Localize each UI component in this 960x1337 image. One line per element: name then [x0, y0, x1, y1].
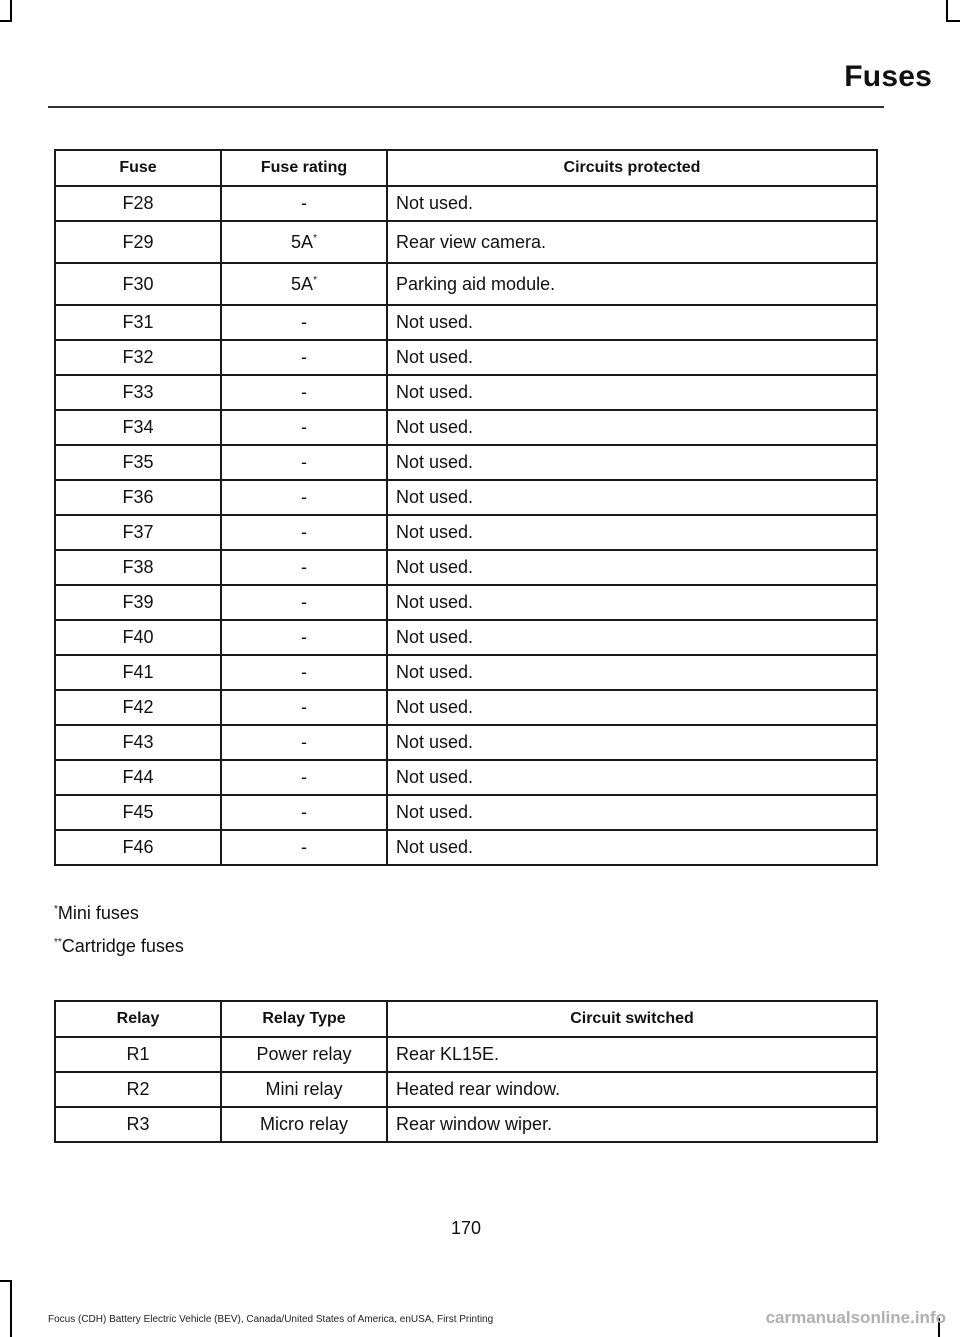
- table-row: [55, 690, 877, 725]
- fuse-id: F40: [55, 620, 221, 655]
- fuse-id: F37: [55, 515, 221, 550]
- fuse-id: F33: [55, 375, 221, 410]
- circuit-protected: Not used.: [387, 375, 877, 410]
- fuse-rating: [221, 375, 387, 410]
- column-header-relay-type: Relay Type: [221, 1001, 387, 1037]
- table-row: [55, 1072, 877, 1107]
- fuse-rating: [221, 186, 387, 221]
- watermark: carmanualsonline.info: [765, 1308, 946, 1327]
- circuit-protected: Not used.: [387, 830, 877, 865]
- fuse-rating-mark: *: [313, 274, 317, 286]
- circuit-protected: Not used.: [387, 445, 877, 480]
- fuse-id: F31: [55, 305, 221, 340]
- relay-id: R2: [55, 1072, 221, 1107]
- fuse-rating-value: -: [301, 592, 307, 612]
- fuse-rating-value: -: [301, 627, 307, 647]
- fuse-rating: [221, 480, 387, 515]
- table-row: [55, 375, 877, 410]
- table-row: [55, 795, 877, 830]
- title-divider: [48, 106, 884, 108]
- fuse-rating: [221, 515, 387, 550]
- fuse-rating-value: -: [301, 732, 307, 752]
- table-row: [55, 305, 877, 340]
- fuse-rating-value: 5A: [291, 273, 314, 294]
- table-row: [55, 410, 877, 445]
- column-header-fuse-rating: Fuse rating: [221, 150, 387, 186]
- fuse-rating: [221, 830, 387, 865]
- fuse-rating: [221, 725, 387, 760]
- column-header-fuse: Fuse: [55, 150, 221, 186]
- table-row: [55, 830, 877, 865]
- fuse-id: F34: [55, 410, 221, 445]
- fuse-id: F45: [55, 795, 221, 830]
- relay-id: R1: [55, 1037, 221, 1072]
- fuse-id: F32: [55, 340, 221, 375]
- footnote-mark: **: [54, 937, 62, 948]
- footnote-text: Mini fuses: [57, 903, 139, 923]
- fuse-rating: [221, 263, 387, 305]
- table-row: [55, 585, 877, 620]
- crop-mark: [0, 20, 12, 22]
- fuse-rating-value: -: [301, 382, 307, 402]
- fuse-rating-value: -: [301, 312, 307, 332]
- table-row: [55, 263, 877, 305]
- circuit-switched: Heated rear window.: [387, 1072, 877, 1107]
- fuse-id: F44: [55, 760, 221, 795]
- circuit-protected: Not used.: [387, 515, 877, 550]
- table-row: [55, 340, 877, 375]
- fuse-rating-value: -: [301, 802, 307, 822]
- fuse-rating: [221, 760, 387, 795]
- circuit-protected: Not used.: [387, 410, 877, 445]
- circuit-protected: Not used.: [387, 340, 877, 375]
- fuse-rating: [221, 550, 387, 585]
- circuit-protected: Not used.: [387, 186, 877, 221]
- column-header-circuit-switched: Circuit switched: [387, 1001, 877, 1037]
- fuse-rating: [221, 305, 387, 340]
- crop-mark: [946, 0, 948, 22]
- crop-mark: [10, 0, 12, 22]
- circuit-protected: Not used.: [387, 760, 877, 795]
- fuse-id: F42: [55, 690, 221, 725]
- fuse-rating: [221, 221, 387, 263]
- fuse-rating: [221, 690, 387, 725]
- fuse-id: F35: [55, 445, 221, 480]
- fuse-rating-value: -: [301, 557, 307, 577]
- table-row: [55, 515, 877, 550]
- fuse-rating-value: -: [301, 193, 307, 213]
- fuse-rating-value: -: [301, 487, 307, 507]
- table-header-row: [55, 150, 877, 186]
- fuse-rating: [221, 340, 387, 375]
- fuse-rating-value: -: [301, 767, 307, 787]
- fuse-id: F29: [55, 221, 221, 263]
- relay-type: Micro relay: [221, 1107, 387, 1142]
- fuse-id: F36: [55, 480, 221, 515]
- relay-type: Power relay: [221, 1037, 387, 1072]
- fuse-id: F41: [55, 655, 221, 690]
- circuit-protected: Not used.: [387, 620, 877, 655]
- fuse-id: F28: [55, 186, 221, 221]
- fuse-rating: [221, 620, 387, 655]
- page-number: 170: [450, 1218, 482, 1238]
- crop-mark: [10, 1280, 12, 1337]
- column-header-relay: Relay: [55, 1001, 221, 1037]
- fuse-rating: [221, 655, 387, 690]
- circuit-protected: Not used.: [387, 585, 877, 620]
- circuit-protected: Not used.: [387, 690, 877, 725]
- table-row: [55, 445, 877, 480]
- page-title: Fuses: [844, 60, 932, 93]
- fuse-id: F43: [55, 725, 221, 760]
- column-header-circuits-protected: Circuits protected: [387, 150, 877, 186]
- circuit-switched: Rear KL15E.: [387, 1037, 877, 1072]
- table-row: [55, 1037, 877, 1072]
- fuse-id: F46: [55, 830, 221, 865]
- fuse-id: F30: [55, 263, 221, 305]
- relay-id: R3: [55, 1107, 221, 1142]
- footnote-cartridge-fuses: [54, 936, 184, 957]
- circuit-protected: Not used.: [387, 655, 877, 690]
- fuse-rating-value: -: [301, 417, 307, 437]
- table-row: [55, 221, 877, 263]
- footnote-text: Cartridge fuses: [61, 936, 184, 956]
- fuse-rating-value: 5A: [291, 231, 314, 252]
- fuse-rating-mark: *: [313, 232, 317, 244]
- footer-text: Focus (CDH) Battery Electric Vehicle (BEV), Canada/United States of America, enUSA, First Printing: [48, 1314, 494, 1325]
- fuse-id: F38: [55, 550, 221, 585]
- relay-table: [54, 1000, 878, 1143]
- table-row: [55, 480, 877, 515]
- fuse-rating: [221, 795, 387, 830]
- fuse-id: F39: [55, 585, 221, 620]
- fuse-rating-value: -: [301, 347, 307, 367]
- fuse-table: [54, 149, 878, 866]
- fuse-rating-value: -: [301, 662, 307, 682]
- circuit-protected: Rear view camera.: [387, 221, 877, 263]
- relay-type: Mini relay: [221, 1072, 387, 1107]
- fuse-rating: [221, 445, 387, 480]
- circuit-protected: Not used.: [387, 725, 877, 760]
- fuse-rating: [221, 585, 387, 620]
- table-row: [55, 550, 877, 585]
- table-row: [55, 186, 877, 221]
- circuit-protected: Not used.: [387, 480, 877, 515]
- table-row: [55, 655, 877, 690]
- table-row: [55, 1107, 877, 1142]
- table-row: [55, 760, 877, 795]
- crop-mark: [948, 20, 960, 22]
- fuse-rating-value: -: [301, 452, 307, 472]
- table-row: [55, 620, 877, 655]
- fuse-rating-value: -: [301, 837, 307, 857]
- crop-mark: [0, 1280, 12, 1282]
- circuit-protected: Not used.: [387, 305, 877, 340]
- circuit-protected: Parking aid module.: [387, 263, 877, 305]
- fuse-rating-value: -: [301, 522, 307, 542]
- footnote-mini-fuses: [54, 903, 139, 924]
- table-header-row: [55, 1001, 877, 1037]
- table-row: [55, 725, 877, 760]
- fuse-rating: [221, 410, 387, 445]
- circuit-protected: Not used.: [387, 795, 877, 830]
- circuit-protected: Not used.: [387, 550, 877, 585]
- circuit-switched: Rear window wiper.: [387, 1107, 877, 1142]
- footnote-mark: *: [54, 904, 58, 915]
- fuse-rating-value: -: [301, 697, 307, 717]
